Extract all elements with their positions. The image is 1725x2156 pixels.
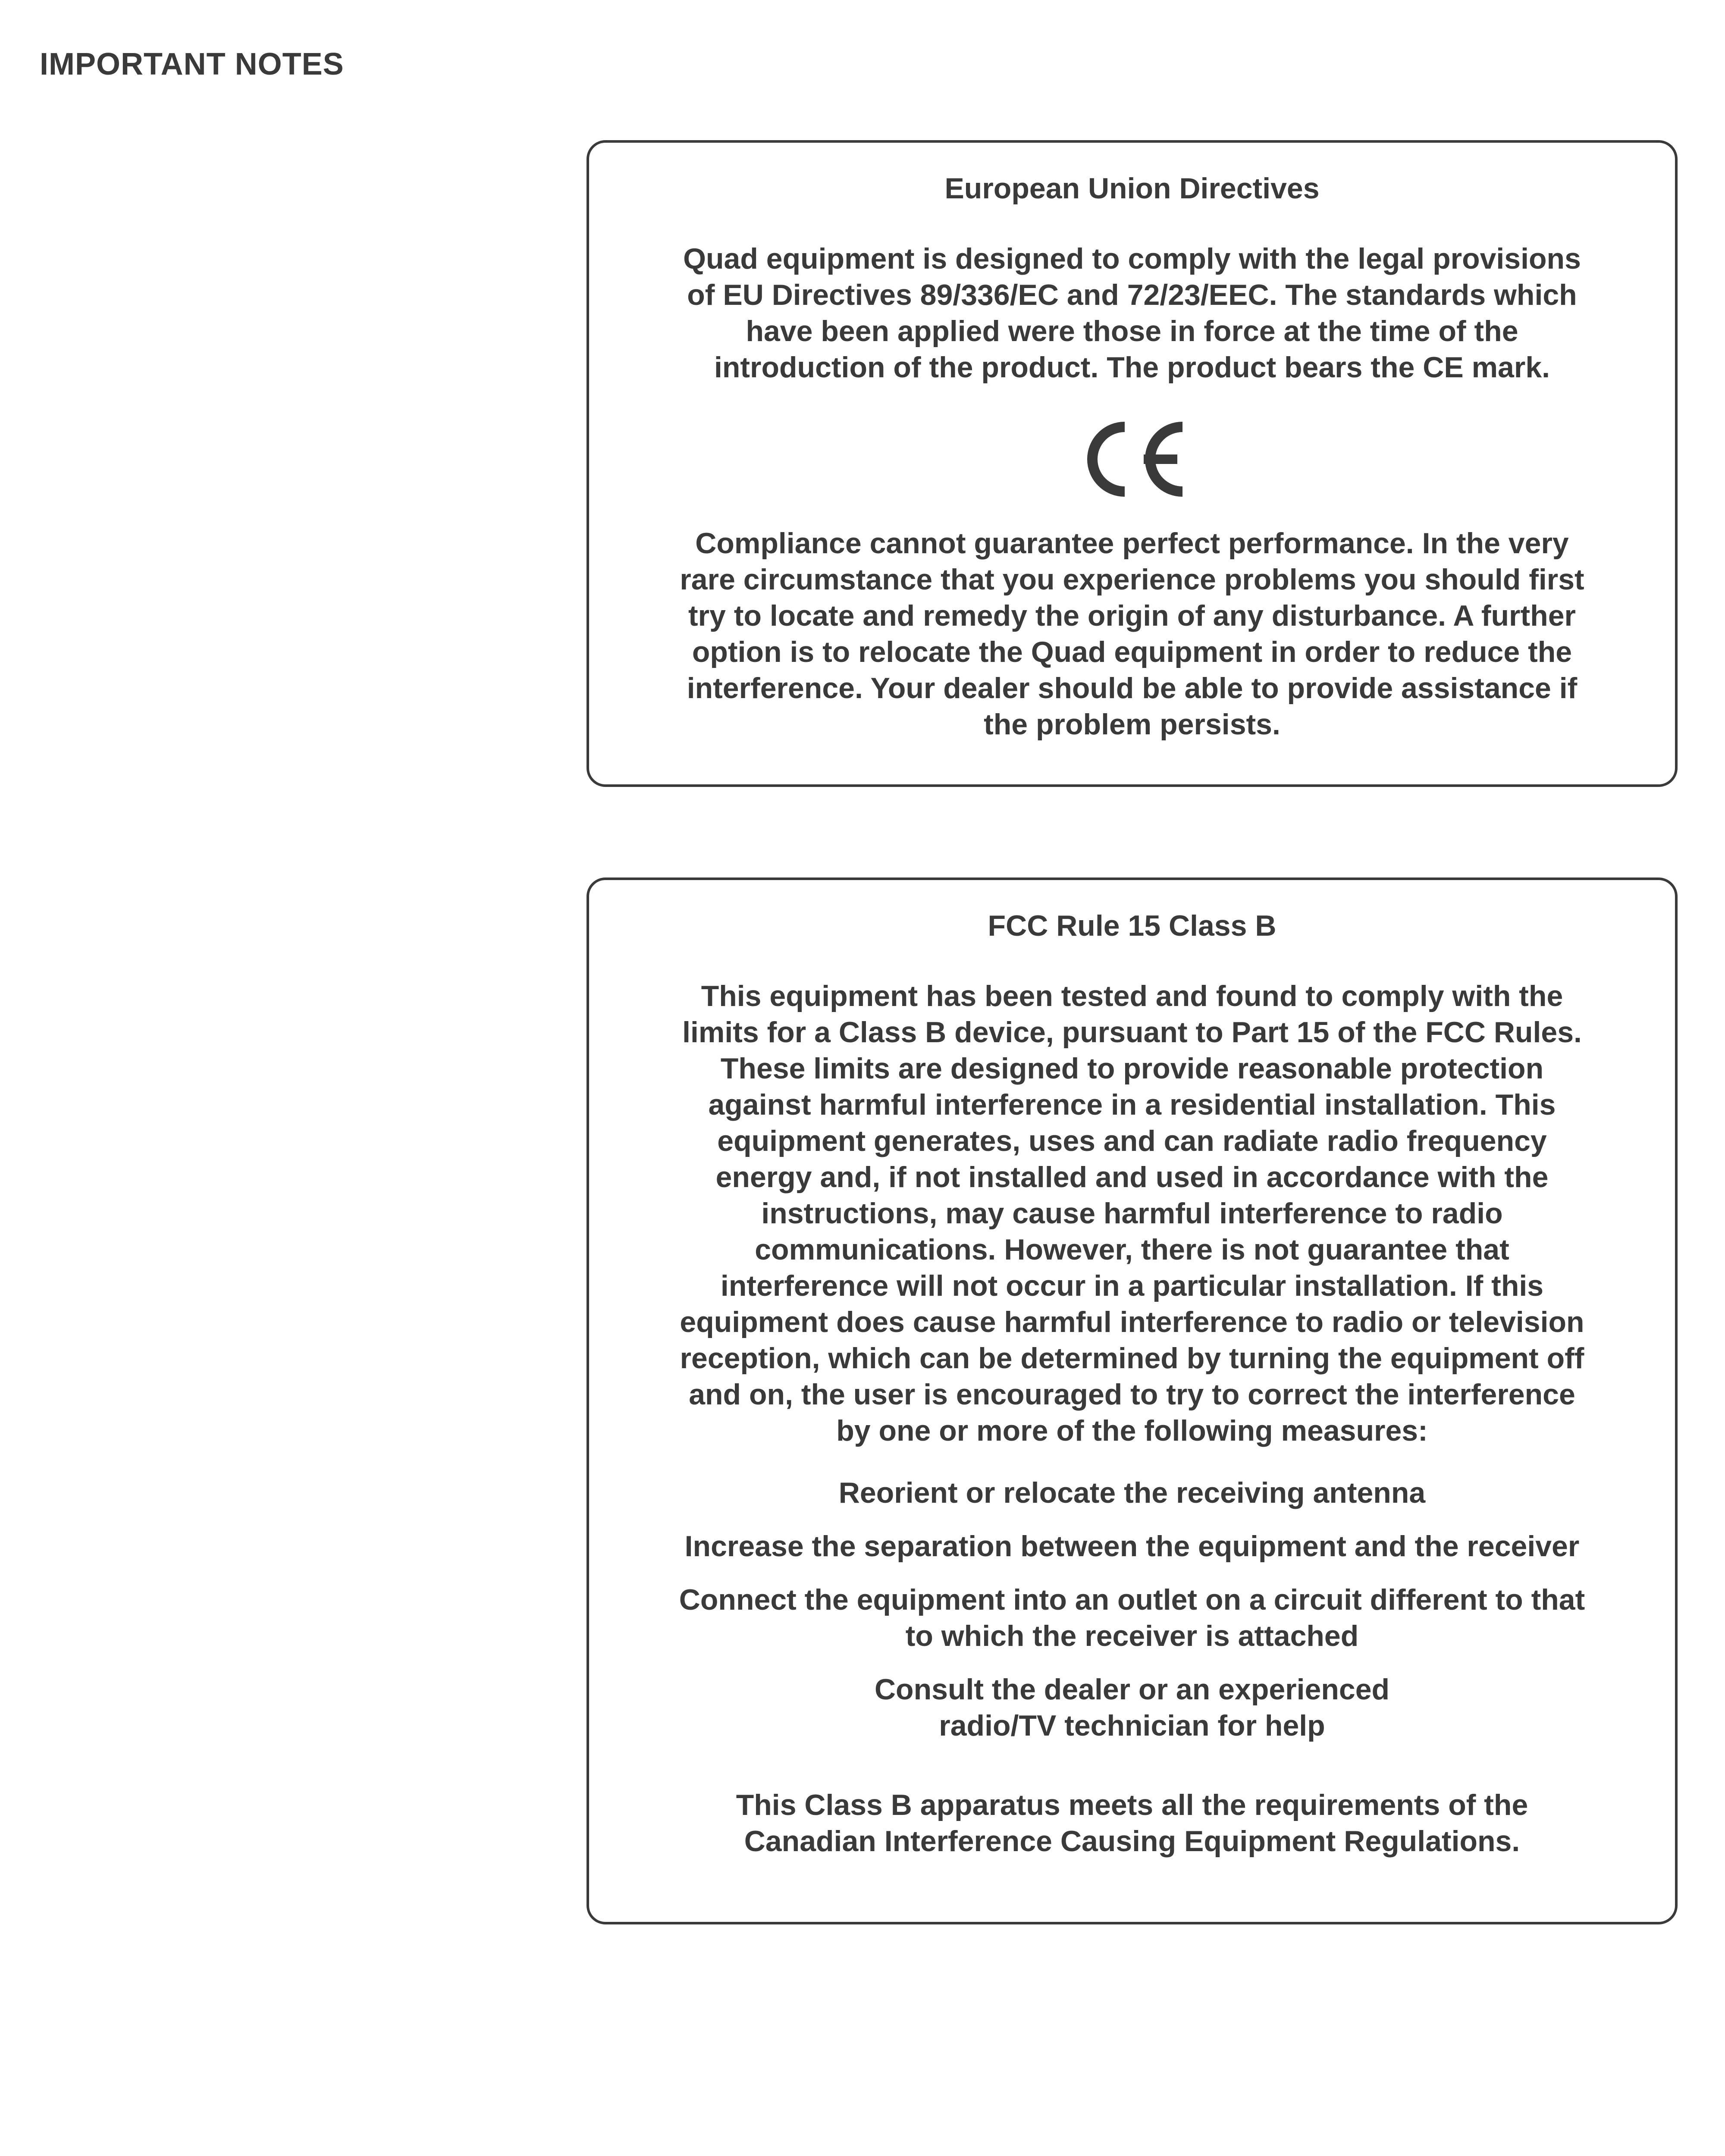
- fcc-line: reception, which can be determined by turning the equipment off: [680, 1342, 1584, 1375]
- eu-directives-paragraph: [615, 241, 1649, 385]
- page-heading: IMPORTANT NOTES: [40, 47, 344, 81]
- fcc-measure-item: [615, 1528, 1649, 1564]
- eu-compliance-line: the problem persists.: [984, 708, 1280, 741]
- fcc-line: limits for a Class B device, pursuant to Part 15 of the FCC Rules.: [682, 1016, 1582, 1049]
- fcc-measure-text: Increase the separation between the equipment and the receiver: [684, 1530, 1580, 1563]
- fcc-line: instructions, may cause harmful interference to radio: [761, 1197, 1503, 1230]
- eu-compliance-paragraph: [615, 525, 1649, 743]
- fcc-line: by one or more of the following measures:: [836, 1414, 1428, 1447]
- eu-directives-box: [586, 140, 1678, 787]
- fcc-rule-title: FCC Rule 15 Class B: [988, 909, 1276, 942]
- fcc-line: interference will not occur in a particular installation. If this: [720, 1269, 1544, 1302]
- eu-compliance-line: try to locate and remedy the origin of any disturbance. A further: [688, 599, 1576, 632]
- eu-compliance-line: option is to relocate the Quad equipment in order to reduce the: [692, 636, 1572, 668]
- fcc-line: and on, the user is encouraged to try to correct the interference: [689, 1378, 1575, 1411]
- fcc-line: against harmful interference in a residential installation. This: [708, 1088, 1556, 1121]
- eu-compliance-line: interference. Your dealer should be able to provide assistance if: [687, 672, 1578, 705]
- fcc-measure-text: Reorient or relocate the receiving antenna: [838, 1476, 1426, 1509]
- eu-line: Quad equipment is designed to comply with the legal provisions: [683, 242, 1581, 275]
- eu-line: have been applied were those in force at the time of the: [746, 315, 1518, 348]
- eu-line: of EU Directives 89/336/EC and 72/23/EEC. The standards which: [687, 279, 1577, 311]
- ce-mark-icon: [1074, 410, 1190, 509]
- canadian-regulations-note: [615, 1787, 1649, 1859]
- fcc-measure-text: radio/TV technician for help: [939, 1709, 1325, 1742]
- fcc-line: This equipment has been tested and found to comply with the: [701, 980, 1563, 1012]
- fcc-line: equipment does cause harmful interference to radio or television: [680, 1306, 1584, 1338]
- fcc-measure-item: [615, 1582, 1649, 1654]
- fcc-line: equipment generates, uses and can radiate radio frequency: [717, 1125, 1547, 1157]
- fcc-rule-paragraph: [615, 978, 1649, 1449]
- canadian-line: Canadian Interference Causing Equipment Regulations.: [744, 1825, 1520, 1858]
- fcc-line: energy and, if not installed and used in accordance with the: [715, 1161, 1549, 1194]
- fcc-line: communications. However, there is not guarantee that: [755, 1233, 1509, 1266]
- canadian-line: This Class B apparatus meets all the requirements of the: [736, 1789, 1528, 1821]
- fcc-line: These limits are designed to provide reasonable protection: [720, 1052, 1544, 1085]
- fcc-measure-text: Connect the equipment into an outlet on a circuit different to that: [679, 1583, 1585, 1616]
- eu-compliance-line: rare circumstance that you experience problems you should first: [680, 563, 1584, 596]
- fcc-rule-box: [586, 877, 1678, 1924]
- fcc-measure-text: to which the receiver is attached: [905, 1620, 1359, 1652]
- eu-compliance-line: Compliance cannot guarantee perfect performance. In the very: [695, 527, 1569, 560]
- eu-line: introduction of the product. The product bears the CE mark.: [714, 351, 1550, 384]
- fcc-measures-list: [615, 1475, 1649, 1744]
- fcc-measure-text: Consult the dealer or an experienced: [874, 1673, 1390, 1706]
- eu-directives-title: European Union Directives: [944, 172, 1320, 205]
- fcc-measure-item: [615, 1475, 1649, 1511]
- fcc-measure-item: [615, 1671, 1649, 1744]
